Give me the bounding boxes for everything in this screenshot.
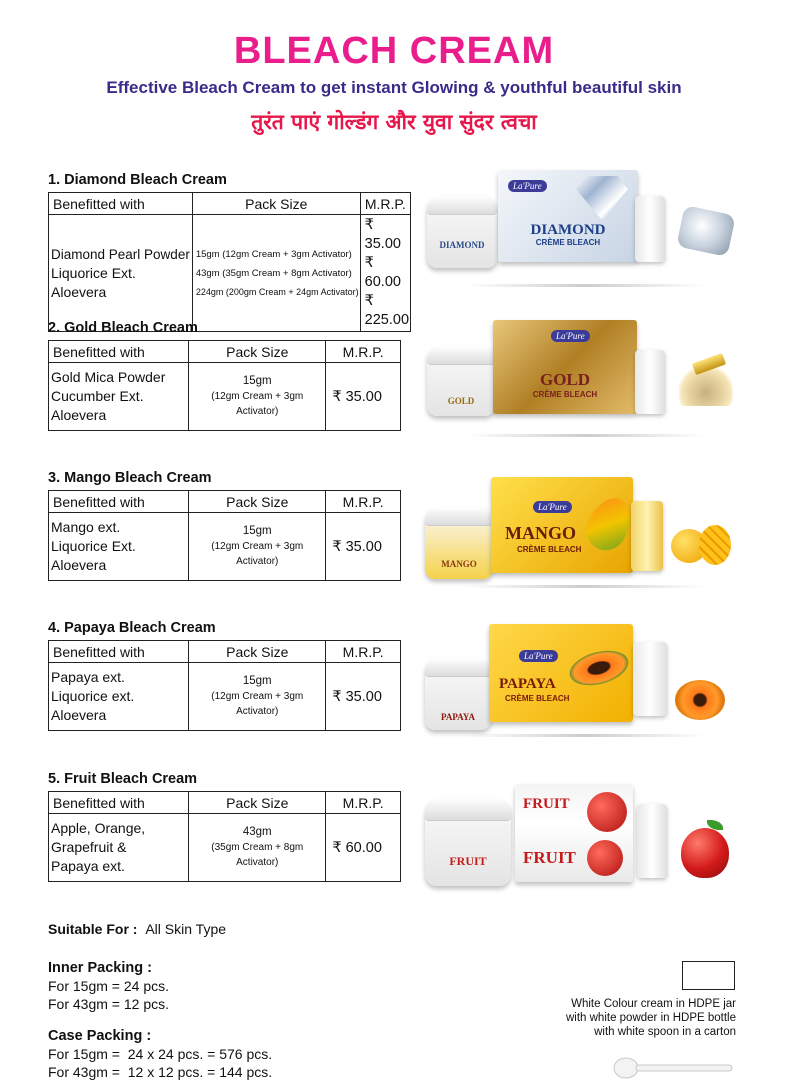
benefit-item: Aloevera [51, 283, 107, 300]
diamond-product-image [425, 168, 745, 288]
brand-badge: La'Pure [508, 180, 547, 192]
col-mrp-header: M.R.P. [326, 341, 401, 363]
gold-product-image [425, 318, 745, 438]
benefit-item: Aloevera [51, 707, 107, 723]
powder-bottle [631, 501, 663, 571]
papaya-product-image [425, 622, 745, 740]
pack-cell [189, 513, 326, 581]
product-section-mango [48, 470, 401, 581]
price-item: ₹ 60.00 [364, 255, 401, 290]
col-mrp-header: M.R.P. [326, 491, 401, 513]
page-subtitle: Effective Bleach Cream to get instant Glowing & youthful beautiful skin [106, 78, 682, 97]
carton-label: GOLD [539, 370, 591, 389]
carton-label: DIAMOND [530, 222, 606, 238]
brand-badge: La'Pure [551, 330, 590, 342]
brand-badge: La'Pure [533, 501, 572, 513]
case-packing [48, 1027, 272, 1081]
price-item: ₹ 35.00 [364, 217, 401, 252]
jar-label: MANGO [441, 559, 477, 569]
pack-size: 15gm [242, 375, 272, 387]
jar-label: DIAMOND [439, 240, 485, 250]
packaging-note [520, 997, 736, 1039]
benefit-item: Aloevera [51, 407, 107, 423]
pack-item: 43gm (35gm Cream + 8gm Activator) [195, 267, 352, 279]
benefit-item: Diamond Pearl Powder [51, 246, 190, 262]
diamond-ice-icon [676, 205, 736, 257]
papaya-fruit-icon [675, 680, 725, 720]
cream-jar [427, 346, 495, 416]
pack-size: 15gm [242, 525, 272, 537]
pack-size: 15gm [242, 675, 272, 687]
col-pack-header: Pack Size [192, 193, 360, 215]
note-line: with white spoon in a carton [594, 1026, 736, 1038]
jar-label: FRUIT [449, 854, 487, 868]
spoon-icon [612, 1054, 736, 1082]
benefit-item: Cucumber Ext. [51, 388, 144, 404]
product-title: 5. Fruit Bleach Cream [48, 771, 198, 787]
col-benefit-header: Benefitted with [49, 193, 193, 215]
inner-packing [48, 959, 169, 1013]
product-table [48, 490, 401, 581]
case-packing-heading: Case Packing : [48, 1028, 152, 1044]
benefit-item: Gold Mica Powder [51, 369, 166, 385]
col-pack-header: Pack Size [189, 491, 326, 513]
product-table [48, 640, 401, 731]
carton-sublabel: CRÈME BLEACH [517, 545, 582, 554]
pack-cell [189, 814, 326, 882]
product-title: 2. Gold Bleach Cream [48, 320, 198, 336]
col-benefit-header: Benefitted with [49, 792, 189, 814]
carton-sublabel: CRÈME BLEACH [505, 694, 570, 703]
cream-jar [425, 507, 493, 579]
pack-cell [192, 215, 360, 332]
product-table [48, 192, 411, 332]
suitable-label: Suitable For : [48, 921, 138, 937]
suitable-value: All Skin Type [145, 921, 227, 937]
benefit-item: Apple, Orange, [51, 820, 146, 836]
carton-label: MANGO [505, 523, 576, 543]
col-pack-header: Pack Size [189, 341, 326, 363]
mrp-cell: ₹ 35.00 [326, 363, 401, 431]
col-benefit-header: Benefitted with [49, 341, 189, 363]
benefit-cell [49, 663, 189, 731]
mrp-cell: ₹ 35.00 [326, 663, 401, 731]
col-mrp-header: M.R.P. [326, 641, 401, 663]
product-carton [489, 624, 633, 722]
fruit-product-image [425, 780, 745, 892]
product-table [48, 791, 401, 882]
pack-detail: (12gm Cream + 3gm Activator) [211, 691, 304, 717]
product-title: 1. Diamond Bleach Cream [48, 172, 227, 188]
pack-cell [189, 663, 326, 731]
product-carton [515, 784, 633, 882]
page-title: BLEACH CREAM [233, 30, 555, 72]
col-benefit-header: Benefitted with [49, 641, 189, 663]
benefit-cell [49, 513, 189, 581]
brand-badge: La'Pure [519, 650, 558, 662]
price-item: ₹ 225.00 [364, 293, 410, 328]
pack-detail: (12gm Cream + 3gm Activator) [211, 391, 304, 417]
product-section-papaya [48, 620, 401, 731]
benefit-item: Papaya ext. [51, 858, 125, 874]
inner-packing-heading: Inner Packing : [48, 960, 152, 976]
diamond-gem-icon [576, 176, 628, 220]
benefit-item: Liquorice ext. [51, 688, 135, 704]
mrp-cell: ₹ 60.00 [326, 814, 401, 882]
inner-packing-line: For 15gm = 24 pcs. [48, 978, 170, 994]
note-line: White Colour cream in HDPE jar [571, 998, 736, 1010]
case-packing-line: For 15gm = 24 x 24 pcs. = 576 pcs. [48, 1046, 273, 1062]
benefit-cell [49, 215, 193, 332]
col-pack-header: Pack Size [189, 792, 326, 814]
benefit-cell [49, 363, 189, 431]
carton-label: PAPAYA [499, 676, 556, 692]
blank-box [682, 961, 735, 990]
pack-size: 43gm [242, 826, 272, 838]
product-title: 3. Mango Bleach Cream [48, 470, 212, 486]
jar-label: GOLD [447, 396, 475, 406]
powder-bottle [635, 196, 665, 262]
inner-packing-line: For 43gm = 12 pcs. [48, 996, 170, 1012]
powder-bottle [633, 642, 667, 716]
apple-icon [681, 828, 729, 878]
carton-label: FRUIT [523, 796, 570, 812]
col-mrp-header: M.R.P. [326, 792, 401, 814]
benefit-item: Grapefruit & [51, 839, 127, 855]
product-section-gold [48, 320, 401, 431]
product-section-fruit [48, 771, 401, 882]
mango-slice-icon [699, 525, 731, 565]
col-pack-header: Pack Size [189, 641, 326, 663]
cream-jar [425, 798, 511, 886]
mango-product-image [425, 475, 745, 590]
col-benefit-header: Benefitted with [49, 491, 189, 513]
mrp-cell: ₹ 35.00 [326, 513, 401, 581]
benefit-item: Aloevera [51, 557, 107, 573]
product-carton [491, 477, 633, 573]
product-table [48, 340, 401, 431]
carton-sublabel: CRÈME BLEACH [532, 390, 598, 399]
pack-detail: (12gm Cream + 3gm Activator) [211, 541, 304, 567]
pack-item: 15gm (12gm Cream + 3gm Activator) [195, 248, 352, 260]
benefit-item: Papaya ext. [51, 669, 125, 685]
carton-label-front: FRUIT [523, 848, 576, 867]
mrp-cell [360, 215, 410, 332]
benefit-item: Liquorice Ext. [51, 264, 136, 281]
carton-sublabel: CRÈME BLEACH [535, 238, 601, 247]
note-line: with white powder in HDPE bottle [565, 1012, 736, 1024]
product-carton [498, 170, 638, 262]
col-mrp-header: M.R.P. [360, 193, 410, 215]
product-carton [493, 320, 637, 414]
product-title: 4. Papaya Bleach Cream [48, 620, 216, 636]
jar-label: PAPAYA [440, 712, 475, 722]
cream-jar [425, 658, 491, 730]
pack-detail: (35gm Cream + 8gm Activator) [211, 842, 304, 868]
product-section-diamond [48, 172, 411, 332]
pack-cell [189, 363, 326, 431]
suitable-for [48, 921, 226, 937]
powder-bottle [635, 350, 665, 414]
benefit-item: Mango ext. [51, 519, 121, 535]
hindi-tagline: तुरंत पाएं गोल्डंग और युवा सुंदर त्वचा [251, 110, 537, 134]
benefit-item: Liquorice Ext. [51, 538, 136, 554]
benefit-cell [49, 814, 189, 882]
powder-bottle [637, 804, 667, 878]
cream-jar [427, 196, 497, 268]
pack-item: 224gm (200gm Cream + 24gm Activator) [195, 286, 359, 297]
case-packing-line: For 43gm = 12 x 12 pcs. = 144 pcs. [48, 1064, 273, 1080]
